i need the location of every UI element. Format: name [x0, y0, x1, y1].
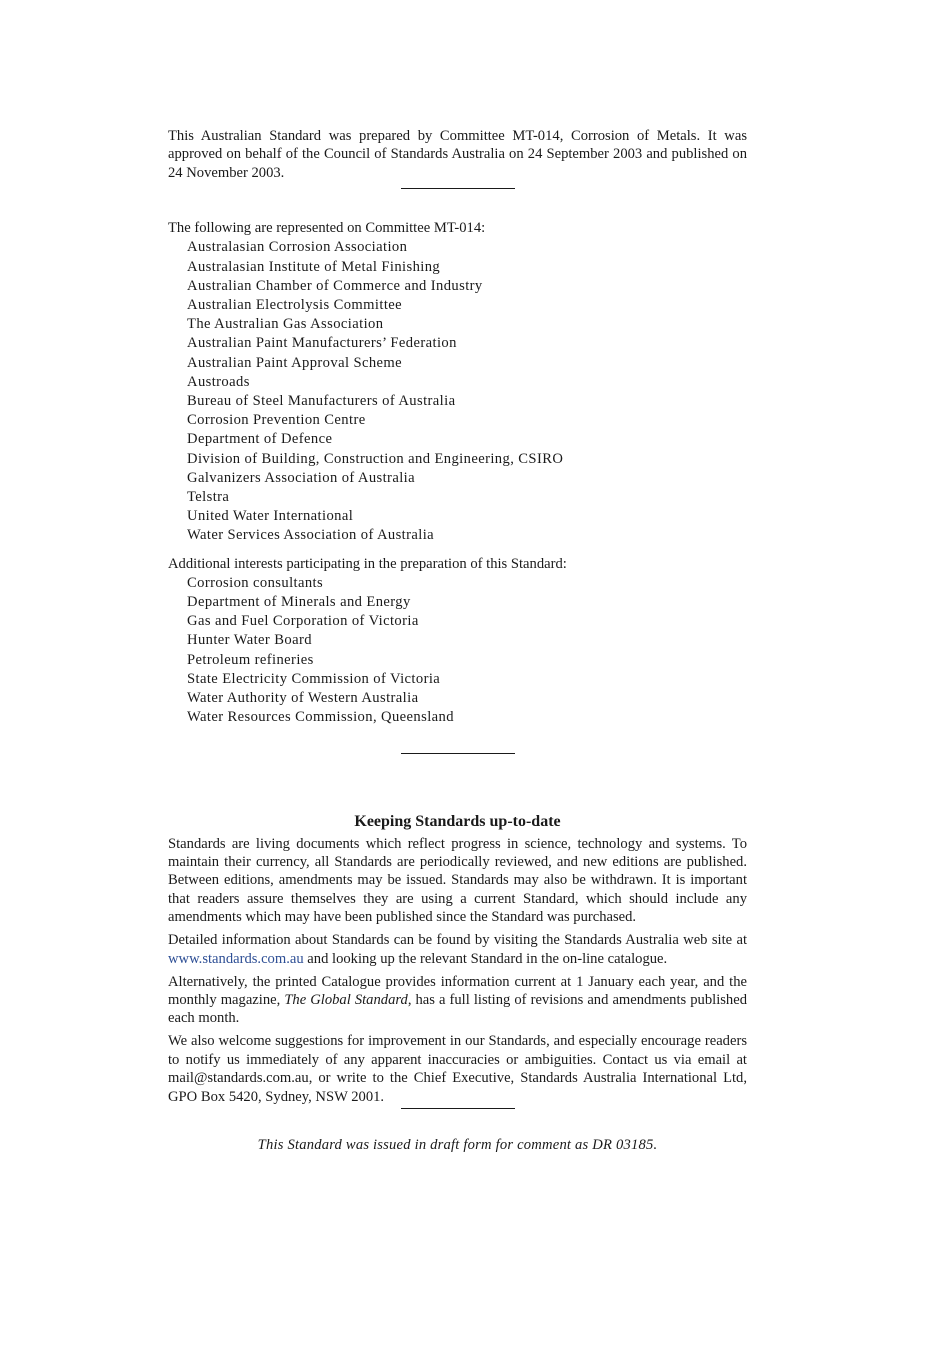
additional-interests-list: [168, 574, 747, 728]
committee-member: Division of Building, Construction and Engineering, CSIRO: [187, 450, 564, 467]
keeping-paragraph-1: Standards are living documents which reflect progress in science, technology and systems. To maintain their currency, all Standards are periodically reviewed, and new editions are published. Between editions, amendments may be issued. Standards may also be withdrawn. It is important that readers assure themselves they are using a current Standard, which should include any amendments which may have been published since the Standard was purchased.: [168, 835, 747, 926]
additional-interest: Water Authority of Western Australia: [187, 690, 419, 707]
keeping-standards-heading: Keeping Standards up-to-date: [354, 812, 561, 830]
committee-member: Australasian Corrosion Association: [187, 239, 408, 256]
committee-member: Australian Paint Approval Scheme: [187, 354, 403, 371]
additional-interest: Corrosion consultants: [187, 574, 324, 591]
keeping-paragraph-2: [168, 931, 747, 968]
document-page: [168, 127, 747, 1154]
paragraph-text: , has a full listing of revisions and amendments published each month.: [168, 991, 747, 1027]
committee-member: Corrosion Prevention Centre: [187, 412, 366, 429]
committee-member: Australian Paint Manufacturers’ Federation: [187, 335, 457, 352]
committee-member: Water Services Association of Australia: [187, 527, 435, 544]
paragraph-text: and looking up the relevant Standard in the on-line catalogue.: [303, 950, 668, 967]
committee-member: The Australian Gas Association: [187, 316, 384, 333]
paragraph-text: Detailed information about Standards can be found by visiting the Standards Australia web site at: [168, 932, 747, 949]
additional-interest: Hunter Water Board: [187, 632, 312, 649]
committee-intro: The following are represented on Committee MT-014:: [168, 220, 486, 237]
committee-member: Australian Chamber of Commerce and Industry: [187, 277, 483, 294]
paragraph-text: Alternatively, the printed Catalogue provides information current at 1 January each year, and the monthly magazine,: [168, 973, 747, 1008]
committee-member: Telstra: [187, 489, 230, 506]
magazine-title: The Global Standard: [284, 991, 408, 1008]
committee-member: United Water International: [187, 508, 354, 525]
additional-interest: State Electricity Commission of Victoria: [187, 670, 441, 687]
additional-interest: Petroleum refineries: [187, 651, 314, 668]
committee-member-list: [168, 238, 747, 545]
preparation-note: This Australian Standard was prepared by Committee MT-014, Corrosion of Metals. It was approved on behalf of the Council of Standards Australia on 24 September 2003 and published on 24 November 2003.: [168, 128, 747, 181]
committee-member: Bureau of Steel Manufacturers of Australia: [187, 393, 456, 410]
additional-interest: Gas and Fuel Corporation of Victoria: [187, 613, 419, 630]
committee-member: Galvanizers Association of Australia: [187, 469, 415, 486]
additional-interests-intro: Additional interests participating in the preparation of this Standard:: [168, 555, 567, 572]
keeping-paragraph-4: We also welcome suggestions for improvement in our Standards, and especially encourage readers to notify us immediately of any apparent inaccuracies or ambiguities. Contact us via email at mail@standards.com.au, or write to the Chief Executive, Standards Australia International Ltd, GPO Box 5420, Sydney, NSW 2001.: [168, 1033, 747, 1105]
additional-interest: Water Resources Commission, Queensland: [187, 709, 454, 726]
committee-member: Department of Defence: [187, 431, 333, 448]
additional-interest: Department of Minerals and Energy: [187, 594, 411, 611]
draft-note: This Standard was issued in draft form for comment as DR 03185.: [257, 1136, 658, 1153]
keeping-paragraph-3: [168, 973, 747, 1028]
standards-website-link[interactable]: www.standards.com.au: [168, 950, 304, 967]
committee-member: Australian Electrolysis Committee: [187, 297, 403, 314]
committee-member: Austroads: [187, 373, 250, 390]
committee-member: Australasian Institute of Metal Finishing: [187, 258, 441, 275]
